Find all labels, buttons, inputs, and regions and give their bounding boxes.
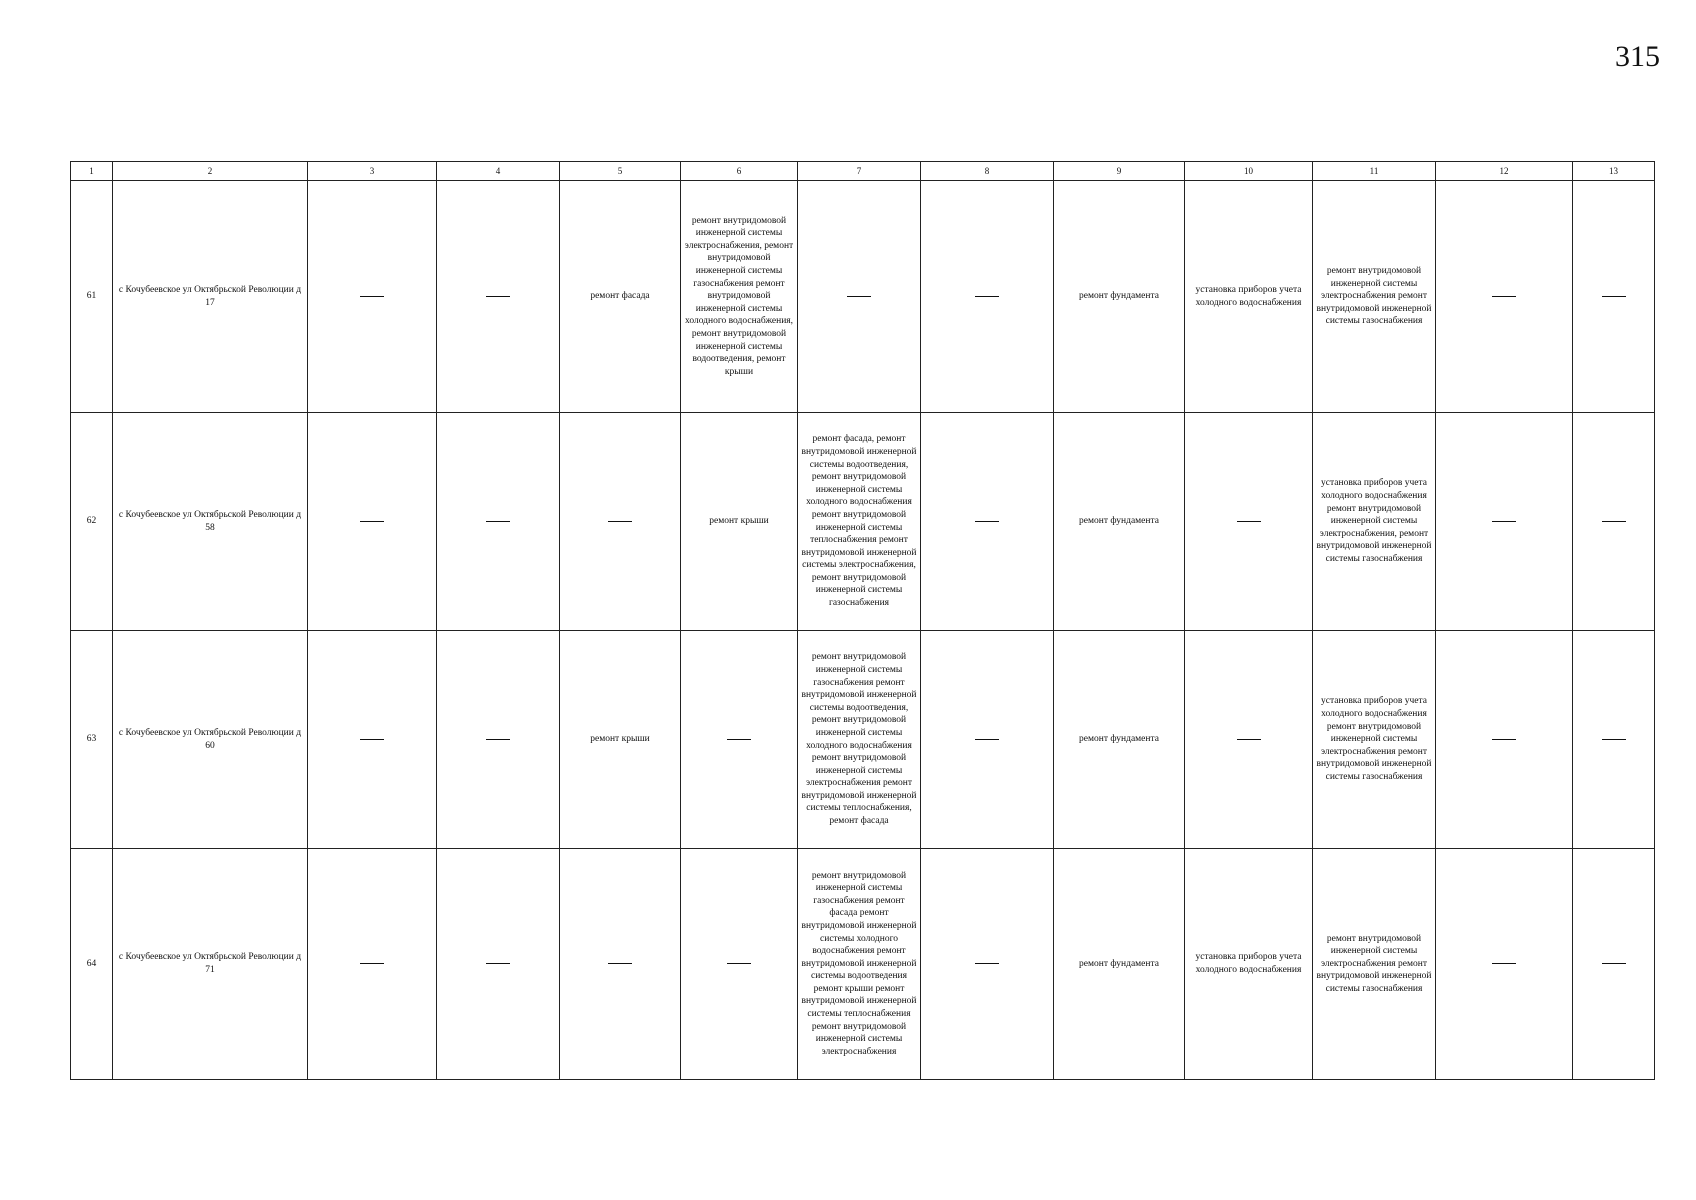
dash-mark [1602, 739, 1626, 740]
empty-cell [437, 181, 560, 413]
work-cell: ремонт внутридомовой инженерной системы газоснабжения ремонт фасада ремонт внутридомовой инженерной системы холодного водоснабжения ремонт внутридомовой инженерной системы водоотведения ремонт крыши ремонт внутридомовой инженерной системы теплоснабжения ремонт внутридомовой инженерной системы электроснабжения [798, 849, 921, 1080]
dash-mark [1492, 739, 1516, 740]
repair-plan-table [70, 161, 1655, 1080]
dash-mark [975, 739, 999, 740]
empty-cell [308, 413, 437, 631]
work-cell: ремонт внутридомовой инженерной системы электроснабжения ремонт внутридомовой инженерной системы газоснабжения [1313, 181, 1436, 413]
empty-cell [1436, 631, 1573, 849]
empty-cell [437, 849, 560, 1080]
work-cell: ремонт крыши [681, 413, 798, 631]
work-cell: ремонт фундамента [1054, 413, 1185, 631]
address-cell: с Кочубеевское ул Октябрьской Революции д 17 [113, 181, 308, 413]
dash-mark [486, 296, 510, 297]
empty-cell [1573, 181, 1655, 413]
dash-mark [975, 521, 999, 522]
empty-cell [1436, 181, 1573, 413]
dash-mark [486, 739, 510, 740]
address-cell: с Кочубеевское ул Октябрьской Революции д 58 [113, 413, 308, 631]
work-cell: установка приборов учета холодного водоснабжения [1185, 181, 1313, 413]
column-header: 13 [1573, 162, 1655, 181]
column-header: 1 [71, 162, 113, 181]
row-number: 62 [71, 413, 113, 631]
dash-mark [1492, 296, 1516, 297]
column-number-row [71, 162, 1655, 181]
column-header: 6 [681, 162, 798, 181]
column-header: 7 [798, 162, 921, 181]
column-header: 9 [1054, 162, 1185, 181]
empty-cell [921, 849, 1054, 1080]
work-cell: ремонт внутридомовой инженерной системы газоснабжения ремонт внутридомовой инженерной системы водоотведения, ремонт внутридомовой инженерной системы холодного водоснабжения ремонт внутридомовой инженерной системы электроснабжения ремонт внутридомовой инженерной системы теплоснабжения, ремонт фасада [798, 631, 921, 849]
empty-cell [308, 849, 437, 1080]
dash-mark [1492, 521, 1516, 522]
address-cell: с Кочубеевское ул Октябрьской Революции д 71 [113, 849, 308, 1080]
table-row [71, 181, 1655, 413]
column-header: 3 [308, 162, 437, 181]
dash-mark [975, 963, 999, 964]
work-cell: ремонт фундамента [1054, 631, 1185, 849]
work-cell: установка приборов учета холодного водоснабжения [1185, 849, 1313, 1080]
table-row [71, 631, 1655, 849]
row-number: 64 [71, 849, 113, 1080]
work-cell: установка приборов учета холодного водоснабжения ремонт внутридомовой инженерной системы электроснабжения ремонт внутридомовой инженерной системы газоснабжения [1313, 631, 1436, 849]
empty-cell [1436, 849, 1573, 1080]
work-cell: установка приборов учета холодного водоснабжения ремонт внутридомовой инженерной системы электроснабжения, ремонт внутридомовой инженерной системы газоснабжения [1313, 413, 1436, 631]
work-cell: ремонт фундамента [1054, 181, 1185, 413]
row-number: 63 [71, 631, 113, 849]
row-number: 61 [71, 181, 113, 413]
page-number: 315 [1615, 40, 1660, 73]
work-cell: ремонт фасада [560, 181, 681, 413]
dash-mark [1602, 296, 1626, 297]
dash-mark [847, 296, 871, 297]
empty-cell [560, 849, 681, 1080]
dash-mark [486, 521, 510, 522]
dash-mark [486, 963, 510, 964]
column-header: 5 [560, 162, 681, 181]
work-cell: ремонт фундамента [1054, 849, 1185, 1080]
column-header: 8 [921, 162, 1054, 181]
table-row [71, 849, 1655, 1080]
empty-cell [308, 181, 437, 413]
work-cell: ремонт внутридомовой инженерной системы электроснабжения, ремонт внутридомовой инженерной системы газоснабжения ремонт внутридомовой инженерной системы холодного водоснабжения, ремонт внутридомовой инженерной системы водоотведения, ремонт крыши [681, 181, 798, 413]
empty-cell [308, 631, 437, 849]
column-header: 12 [1436, 162, 1573, 181]
dash-mark [1602, 963, 1626, 964]
dash-mark [608, 521, 632, 522]
dash-mark [360, 296, 384, 297]
dash-mark [1602, 521, 1626, 522]
column-header: 4 [437, 162, 560, 181]
dash-mark [608, 963, 632, 964]
dash-mark [360, 963, 384, 964]
column-header: 10 [1185, 162, 1313, 181]
work-cell: ремонт внутридомовой инженерной системы электроснабжения ремонт внутридомовой инженерной системы газоснабжения [1313, 849, 1436, 1080]
dash-mark [360, 521, 384, 522]
empty-cell [921, 181, 1054, 413]
empty-cell [1436, 413, 1573, 631]
dash-mark [1237, 521, 1261, 522]
empty-cell [1573, 631, 1655, 849]
empty-cell [1185, 413, 1313, 631]
empty-cell [798, 181, 921, 413]
dash-mark [1237, 739, 1261, 740]
work-cell: ремонт крыши [560, 631, 681, 849]
column-header: 2 [113, 162, 308, 181]
column-header: 11 [1313, 162, 1436, 181]
address-cell: с Кочубеевское ул Октябрьской Революции д 60 [113, 631, 308, 849]
dash-mark [975, 296, 999, 297]
work-cell: ремонт фасада, ремонт внутридомовой инженерной системы водоотведения, ремонт внутридомовой инженерной системы холодного водоснабжения ремонт внутридомовой инженерной системы теплоснабжения ремонт внутридомовой инженерной системы электроснабжения, ремонт внутридомовой инженерной системы газоснабжения [798, 413, 921, 631]
dash-mark [1492, 963, 1516, 964]
empty-cell [681, 849, 798, 1080]
empty-cell [681, 631, 798, 849]
empty-cell [1573, 849, 1655, 1080]
empty-cell [1573, 413, 1655, 631]
table-row [71, 413, 1655, 631]
empty-cell [437, 631, 560, 849]
empty-cell [1185, 631, 1313, 849]
empty-cell [921, 631, 1054, 849]
empty-cell [560, 413, 681, 631]
dash-mark [727, 739, 751, 740]
empty-cell [437, 413, 560, 631]
empty-cell [921, 413, 1054, 631]
dash-mark [727, 963, 751, 964]
dash-mark [360, 739, 384, 740]
